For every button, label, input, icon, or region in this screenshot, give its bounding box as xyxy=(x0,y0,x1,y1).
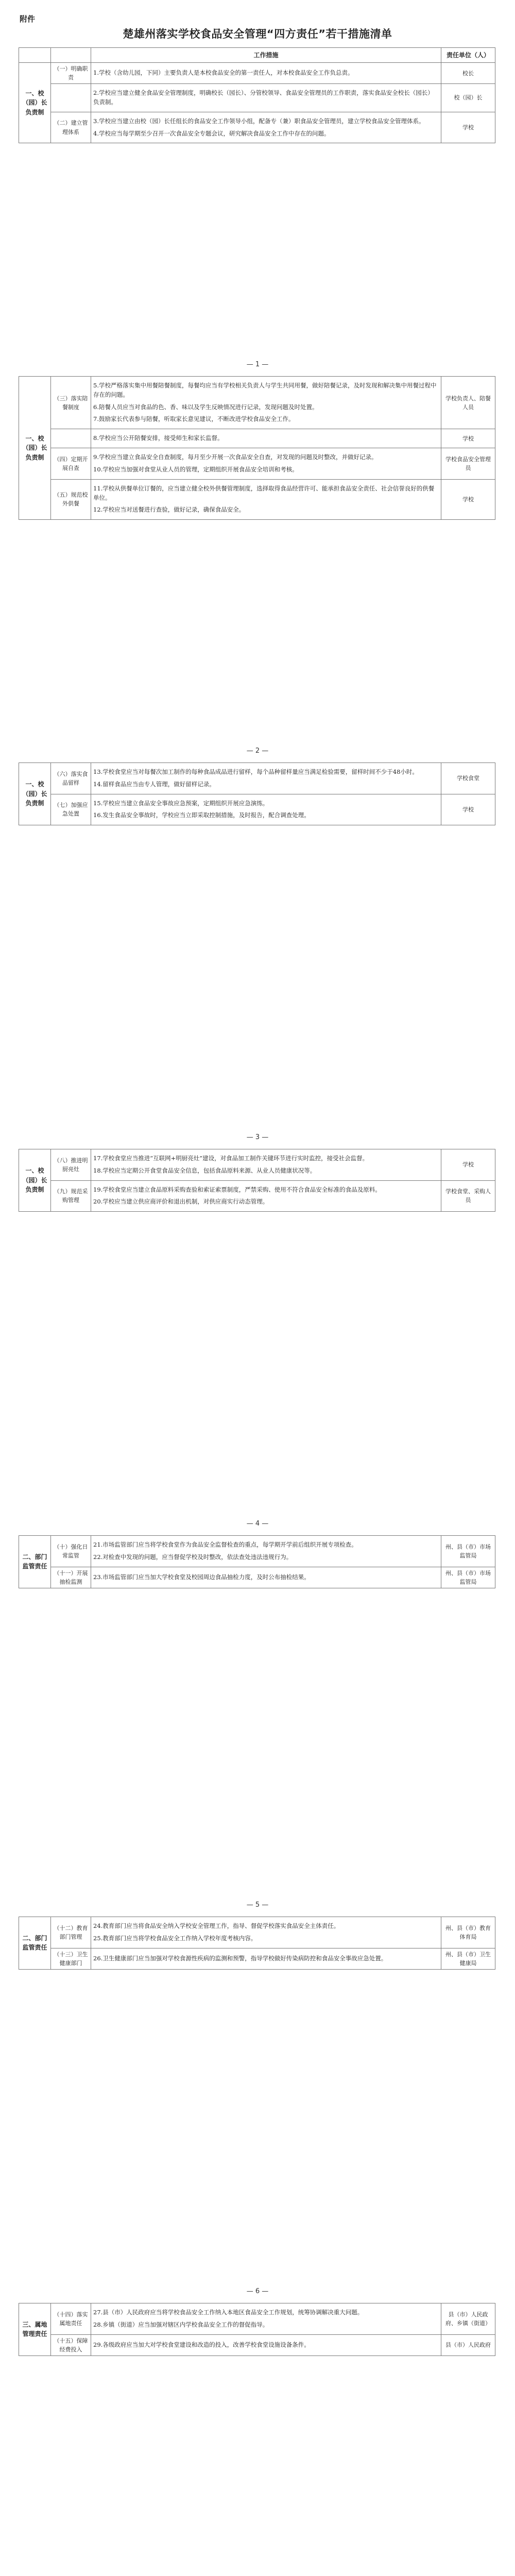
measure-text: 23.市场监管部门应当加大学校食堂及校园周边食品抽检力度，及时公布抽检结果。 xyxy=(93,1573,310,1581)
measures-table xyxy=(19,2303,495,2356)
responsible-unit-cell: 州、县（市）市场监管局 xyxy=(441,1536,495,1567)
table-row xyxy=(19,448,495,480)
responsible-unit-cell: 学校食品安全管理员 xyxy=(441,448,495,480)
measure-text: 19.学校食堂应当建立食品原料采购查验和索证索票制度，严禁采购、使用不符合食品安全标准的食品及原料。 xyxy=(93,1185,381,1193)
measure-cell xyxy=(91,2334,441,2355)
measure-text: 26.卫生健康部门应当加强对学校食源性疾病的监测和预警，指导学校做好传染病防控和食品安全事故应急处置。 xyxy=(93,1954,387,1962)
category-cell: 三、属地管理责任 xyxy=(19,2303,51,2356)
measure-cell xyxy=(91,112,441,143)
measure-text: 8.学校应当公开陪餐安排，接受师生和家长监督。 xyxy=(93,434,224,442)
document-page xyxy=(19,1149,495,1212)
document-page xyxy=(19,47,495,143)
measure-cell xyxy=(91,1917,441,1948)
page-number: — 3 — xyxy=(246,1133,269,1141)
attachment-label: 附件 xyxy=(20,14,36,24)
measure-text: 28.乡镇（街道）应当加强对辖区内学校食品安全工作的督促指导。 xyxy=(93,2320,269,2328)
sub-item-cell: （八）推进明厨亮灶 xyxy=(51,1149,91,1181)
measure-cell xyxy=(91,84,441,112)
page-number: — 2 — xyxy=(246,747,269,755)
measure-cell xyxy=(91,1567,441,1588)
measure-text: 5.学校严格落实集中用餐陪餐制度，每餐均应当有学校相关负责人与学生共同用餐，做好陪餐记录，及时发现和解决集中用餐过程中存在的问题。 xyxy=(93,382,437,398)
sub-item-cell xyxy=(51,84,91,112)
measure-text: 29.各级政府应当加大对学校食堂建设和改造的投入，改善学校食堂设施设备条件。 xyxy=(93,2341,310,2348)
page-number: — 6 — xyxy=(246,2287,269,2295)
responsible-unit-cell: 学校 xyxy=(441,1149,495,1181)
responsible-unit-cell: 校长 xyxy=(441,63,495,84)
measure-cell xyxy=(91,1536,441,1567)
measure-text: 20.学校应当建立供应商评价和退出机制，对供应商实行动态管理。 xyxy=(93,1198,269,1206)
responsible-unit-cell: 学校 xyxy=(441,479,495,519)
sub-item-cell: （十）强化日常监管 xyxy=(51,1536,91,1567)
table-row xyxy=(19,479,495,519)
measure-cell xyxy=(91,377,441,429)
measure-text: 13.学校食堂应当对每餐次加工制作的每种食品成品进行留样，每个品种留样量应当满足检验需要，留样时间不少于48小时。 xyxy=(93,768,418,775)
category-cell: 二、部门监管责任 xyxy=(19,1917,51,1970)
table-row xyxy=(19,377,495,429)
table-row xyxy=(19,1180,495,1212)
measures-table xyxy=(19,47,495,143)
sub-item-cell: （十一）开展抽检监测 xyxy=(51,1567,91,1588)
table-row xyxy=(19,2334,495,2355)
page-number: — 4 — xyxy=(246,1520,269,1528)
measure-cell xyxy=(91,763,441,794)
sub-item-cell: （六）落实食品留样 xyxy=(51,763,91,794)
category-cell: 一、校（园）长负责制 xyxy=(19,63,51,143)
measure-text: 24.教育部门应当将食品安全纳入学校安全管理工作，指导、督促学校落实食品安全主体责任。 xyxy=(93,1922,340,1929)
sub-item-cell: （二）建立管理体系 xyxy=(51,112,91,143)
responsible-unit-cell: 学校 xyxy=(441,112,495,143)
measure-text: 18.学校应当定期公开食堂食品安全信息，包括食品原料来源、从业人员健康状况等。 xyxy=(93,1166,316,1174)
sub-item-cell: （十五）保障经费投入 xyxy=(51,2334,91,2355)
responsible-unit-cell: 州、县（市）教育体育局 xyxy=(441,1917,495,1948)
sub-item-cell: （十四）落实属地责任 xyxy=(51,2303,91,2335)
column-header-col4: 责任单位（人） xyxy=(441,48,495,63)
measure-cell xyxy=(91,63,441,84)
table-header-row xyxy=(19,48,495,63)
table-row xyxy=(19,112,495,143)
table-row xyxy=(19,794,495,825)
document-page xyxy=(19,2303,495,2356)
measure-cell xyxy=(91,1149,441,1181)
sub-item-cell: （十三）卫生健康部门 xyxy=(51,1948,91,1969)
measure-cell xyxy=(91,794,441,825)
page-number: — 5 — xyxy=(246,1901,269,1909)
measure-cell xyxy=(91,1180,441,1212)
measure-text: 14.留样食品应当由专人管理，做好留样记录。 xyxy=(93,780,215,788)
measure-text: 15.学校应当建立食品安全事故应急预案，定期组织开展应急演练。 xyxy=(93,799,269,807)
category-cell: 二、部门监管责任 xyxy=(19,1536,51,1588)
responsible-unit-cell: 学校食堂 xyxy=(441,763,495,794)
sub-item-cell: （五）规范校外供餐 xyxy=(51,479,91,519)
sub-item-cell: （九）规范采购管理 xyxy=(51,1180,91,1212)
sub-item-cell xyxy=(51,429,91,448)
measure-text: 4.学校应当每学期至少召开一次食品安全专题会议，研究解决食品安全工作中存在的问题。 xyxy=(93,129,330,137)
table-row xyxy=(19,2303,495,2335)
table-row xyxy=(19,429,495,448)
measure-text: 1.学校（含幼儿园，下同）主要负责人是本校食品安全的第一责任人，对本校食品安全工作负总责。 xyxy=(93,69,354,77)
table-row xyxy=(19,84,495,112)
table-row xyxy=(19,63,495,84)
measure-cell xyxy=(91,1948,441,1969)
category-cell: 一、校（园）长负责制 xyxy=(19,1149,51,1212)
category-cell: 一、校（园）长负责制 xyxy=(19,763,51,825)
measure-text: 22.对检查中发现的问题，应当督促学校及时整改，依法查处违法违规行为。 xyxy=(93,1553,293,1561)
measures-table xyxy=(19,762,495,825)
table-row xyxy=(19,763,495,794)
document-page xyxy=(19,1917,495,1970)
document-title: 楚雄州落实学校食品安全管理“四方责任”若干措施清单 xyxy=(123,28,392,40)
measure-text: 25.教育部门应当将学校食品安全工作纳入学校年度考核内容。 xyxy=(93,1934,257,1942)
sub-item-cell: （一）明确职责 xyxy=(51,63,91,84)
measure-text: 11.学校从供餐单位订餐的，应当建立健全校外供餐管理制度，选择取得食品经营许可、能承担食品安全责任、社会信誉良好的供餐单位。 xyxy=(93,484,435,501)
sub-item-cell: （十二）教育部门管理 xyxy=(51,1917,91,1948)
responsible-unit-cell: 学校 xyxy=(441,794,495,825)
table-row xyxy=(19,1536,495,1567)
responsible-unit-cell: 州、县（市）市场监管局 xyxy=(441,1567,495,1588)
responsible-unit-cell: 学校负责人、陪餐人员 xyxy=(441,377,495,429)
table-row xyxy=(19,1149,495,1181)
measure-text: 7.鼓励家长代表参与陪餐，听取家长意见建议，不断改进学校食品安全工作。 xyxy=(93,415,295,423)
measure-text: 27.县（市）人民政府应当将学校食品安全工作纳入本地区食品安全工作规划，统筹协调解决重大问题。 xyxy=(93,2309,364,2316)
measure-text: 17.学校食堂应当推进“互联网+明厨亮灶”建设，对食品加工制作关键环节进行实时监控，接受社会监督。 xyxy=(93,1155,369,1162)
measure-text: 2.学校应当建立健全食品安全管理制度，明确校长（园长）、分管校领导、食品安全管理员的工作职责，落实食品安全校长（园长）负责制。 xyxy=(93,89,434,106)
measure-text: 10.学校应当加强对食堂从业人员的管理，定期组织开展食品安全培训和考核。 xyxy=(93,465,298,473)
responsible-unit-cell: 州、县（市）卫生健康局 xyxy=(441,1948,495,1969)
measure-text: 21.市场监管部门应当将学校食堂作为食品安全监督检查的重点，每学期开学前后组织开展专项检查。 xyxy=(93,1541,357,1548)
measure-text: 6.陪餐人员应当对食品的色、香、味以及学生反映情况进行记录，发现问题及时处置。 xyxy=(93,403,318,411)
page-number: — 1 — xyxy=(246,361,269,368)
table-row xyxy=(19,1948,495,1969)
table-row xyxy=(19,1917,495,1948)
measure-text: 16.发生食品安全事故时，学校应当立即采取控制措施，及时报告，配合调查处理。 xyxy=(93,811,310,819)
sub-item-cell: （七）加强应急处置 xyxy=(51,794,91,825)
measure-cell xyxy=(91,2303,441,2335)
column-header-col2 xyxy=(51,48,91,63)
responsible-unit-cell: 县（市）人民政府、乡镇（街道） xyxy=(441,2303,495,2335)
measure-text: 9.学校应当建立食品安全自查制度，每月至少开展一次食品安全自查，对发现的问题及时整改，并做好记录。 xyxy=(93,453,377,461)
document-page xyxy=(19,376,495,520)
table-row xyxy=(19,1567,495,1588)
document-page xyxy=(19,1535,495,1588)
measure-text: 12.学校应当对送餐进行查验，做好记录，确保食品安全。 xyxy=(93,506,245,514)
column-header-col3: 工作措施 xyxy=(91,48,441,63)
responsible-unit-cell: 校（园）长 xyxy=(441,84,495,112)
responsible-unit-cell: 学校 xyxy=(441,429,495,448)
measures-table xyxy=(19,1535,495,1588)
measures-table xyxy=(19,376,495,520)
measure-cell xyxy=(91,429,441,448)
responsible-unit-cell: 学校食堂、采购人员 xyxy=(441,1180,495,1212)
measures-table xyxy=(19,1149,495,1212)
sub-item-cell: （三）落实陪餐制度 xyxy=(51,377,91,429)
measure-text: 3.学校应当建立由校（园）长任组长的食品安全工作领导小组，配备专（兼）职食品安全管理员，建立学校食品安全管理体系。 xyxy=(93,117,425,125)
measures-table xyxy=(19,1917,495,1970)
sub-item-cell: （四）定期开展自查 xyxy=(51,448,91,480)
column-header-col1 xyxy=(19,48,51,63)
responsible-unit-cell: 县（市）人民政府 xyxy=(441,2334,495,2355)
document-page xyxy=(19,762,495,825)
measure-cell xyxy=(91,479,441,519)
measure-cell xyxy=(91,448,441,480)
category-cell: 一、校（园）长负责制 xyxy=(19,377,51,520)
